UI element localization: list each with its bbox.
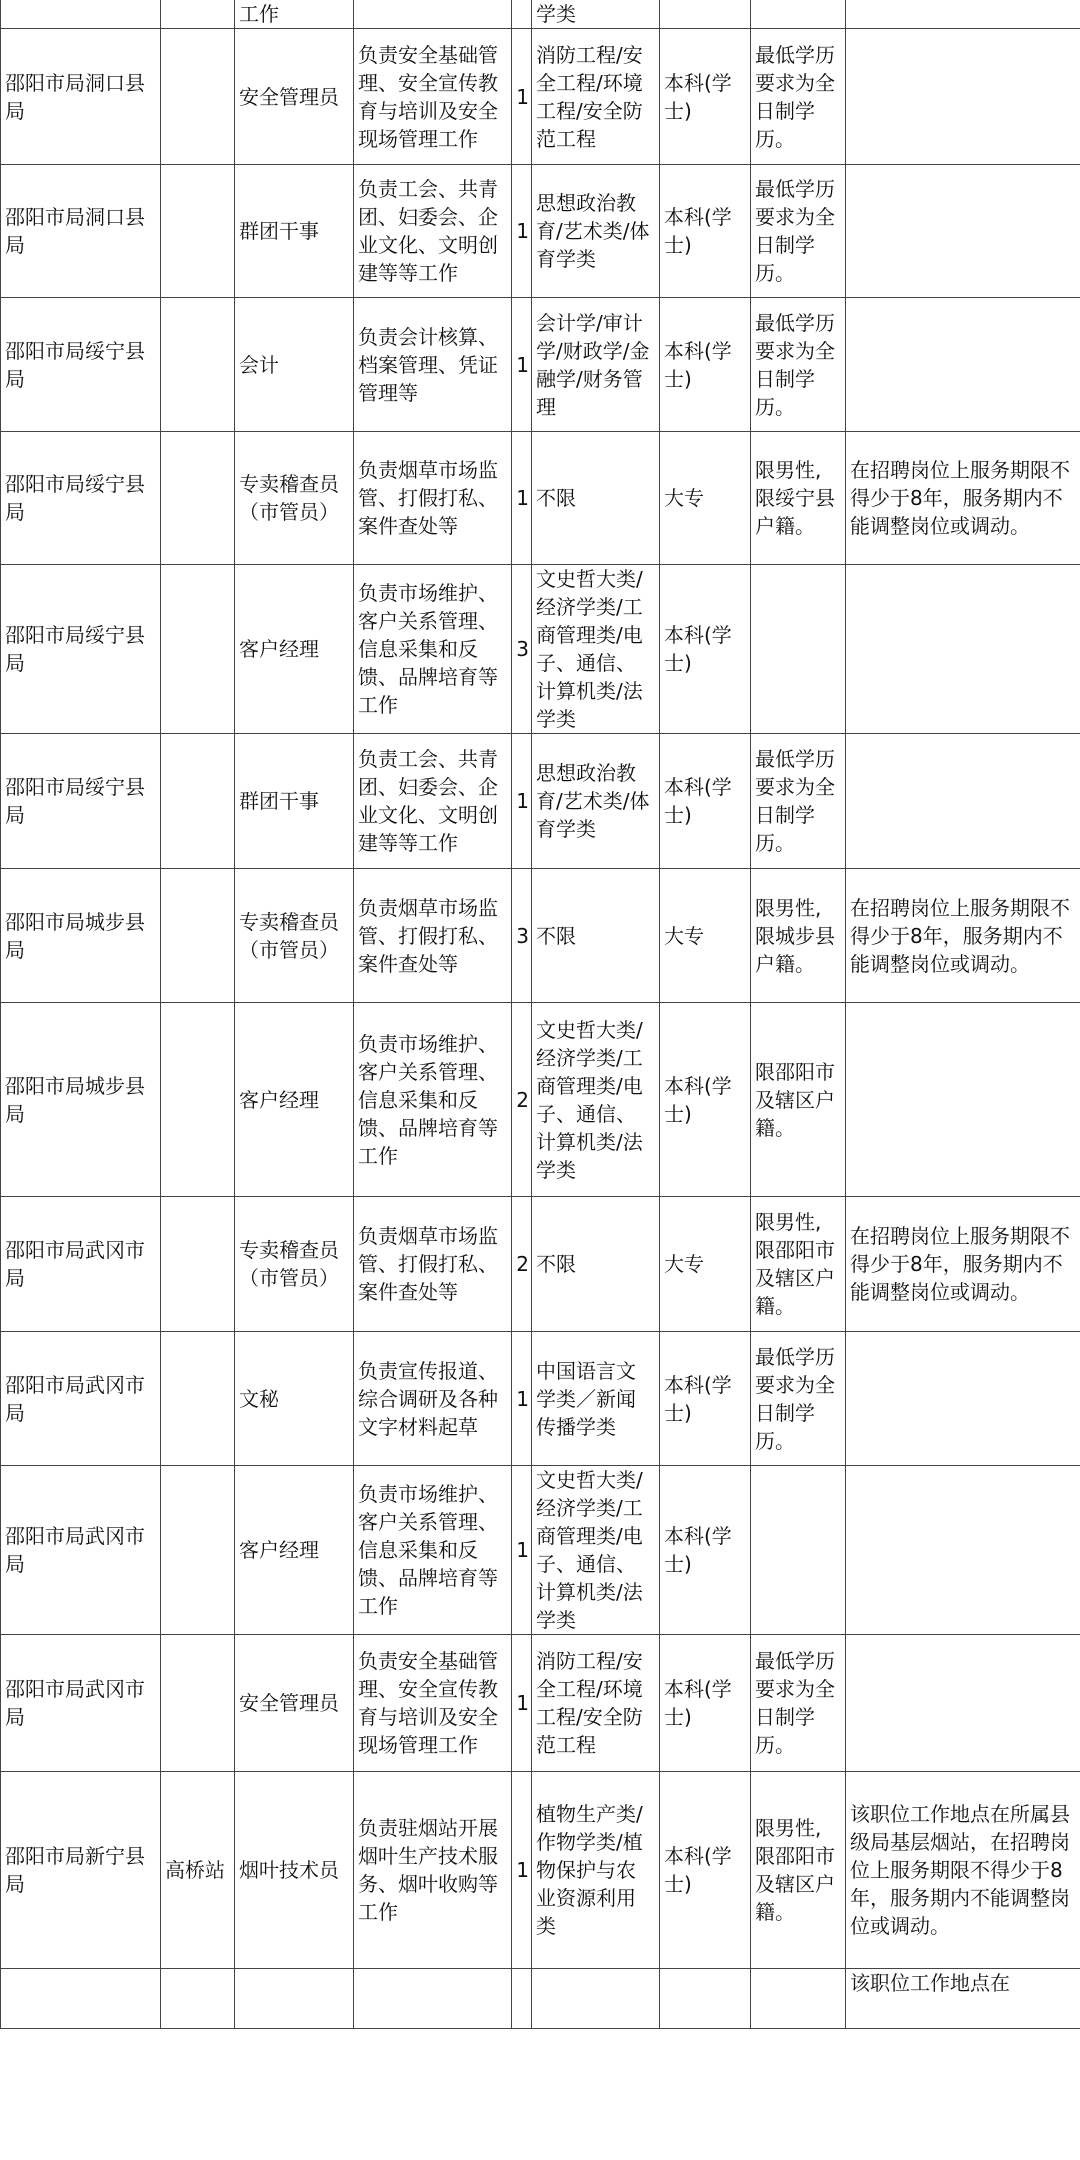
cell-education: 大专 bbox=[660, 1197, 751, 1332]
cell-major: 思想政治教育/艺术类/体育学类 bbox=[532, 165, 660, 298]
cell-major: 不限 bbox=[532, 432, 660, 565]
cell-major: 思想政治教育/艺术类/体育学类 bbox=[532, 734, 660, 869]
cell-count: 1 bbox=[512, 165, 532, 298]
cell-major: 消防工程/安全工程/环境工程/安全防范工程 bbox=[532, 29, 660, 165]
cell-count: 1 bbox=[512, 432, 532, 565]
table-row bbox=[1, 1466, 1080, 1635]
cell-education bbox=[660, 0, 751, 29]
cell-notes bbox=[846, 1466, 1080, 1635]
cell-station bbox=[161, 432, 235, 565]
cell-notes: 该职位工作地点在所属县级局基层烟站，在招聘岗位上服务期限不得少于8年，服务期内不能调整岗位或调动。 bbox=[846, 1772, 1080, 1969]
table-body bbox=[1, 0, 1080, 2029]
cell-unit: 邵阳市局城步县局 bbox=[1, 869, 161, 1003]
cell-unit: 邵阳市局武冈市局 bbox=[1, 1197, 161, 1332]
cell-requirement: 最低学历要求为全日制学历。 bbox=[751, 1635, 846, 1772]
table-row bbox=[1, 869, 1080, 1003]
cell-duties bbox=[354, 1969, 512, 2029]
table-row bbox=[1, 1332, 1080, 1466]
cell-unit: 邵阳市局绥宁县局 bbox=[1, 565, 161, 734]
cell-unit: 邵阳市局洞口县局 bbox=[1, 165, 161, 298]
cell-education: 本科(学士) bbox=[660, 298, 751, 432]
cell-unit bbox=[1, 1969, 161, 2029]
cell-post bbox=[235, 1969, 354, 2029]
cell-duties: 负责安全基础管理、安全宣传教育与培训及安全现场管理工作 bbox=[354, 29, 512, 165]
cell-post: 专卖稽查员（市管员） bbox=[235, 1197, 354, 1332]
cell-education: 本科(学士) bbox=[660, 1635, 751, 1772]
cell-requirement: 最低学历要求为全日制学历。 bbox=[751, 298, 846, 432]
cell-duties: 负责烟草市场监管、打假打私、案件查处等 bbox=[354, 869, 512, 1003]
cell-education: 本科(学士) bbox=[660, 565, 751, 734]
cell-unit: 邵阳市局洞口县局 bbox=[1, 29, 161, 165]
table-row bbox=[1, 734, 1080, 869]
cell-duties: 负责市场维护、客户关系管理、信息采集和反馈、品牌培育等工作 bbox=[354, 1003, 512, 1197]
cell-station bbox=[161, 1466, 235, 1635]
cell-count bbox=[512, 1969, 532, 2029]
cell-duties: 负责驻烟站开展烟叶生产技术服务、烟叶收购等工作 bbox=[354, 1772, 512, 1969]
cell-major: 消防工程/安全工程/环境工程/安全防范工程 bbox=[532, 1635, 660, 1772]
cell-count: 3 bbox=[512, 565, 532, 734]
cell-requirement: 限男性,限邵阳市及辖区户籍。 bbox=[751, 1772, 846, 1969]
cell-requirement bbox=[751, 1466, 846, 1635]
cell-education: 大专 bbox=[660, 869, 751, 1003]
cell-major: 文史哲大类/经济学类/工商管理类/电子、通信、计算机类/法学类 bbox=[532, 1003, 660, 1197]
cell-post: 群团干事 bbox=[235, 165, 354, 298]
cell-station: 高桥站 bbox=[161, 1772, 235, 1969]
table-row bbox=[1, 298, 1080, 432]
cell-duties: 负责工会、共青团、妇委会、企业文化、文明创建等等工作 bbox=[354, 734, 512, 869]
cell-unit: 邵阳市局武冈市局 bbox=[1, 1466, 161, 1635]
cell-major: 中国语言文学类／新闻传播学类 bbox=[532, 1332, 660, 1466]
cell-requirement: 最低学历要求为全日制学历。 bbox=[751, 734, 846, 869]
cell-post: 烟叶技术员 bbox=[235, 1772, 354, 1969]
cell-requirement: 限男性,限城步县户籍。 bbox=[751, 869, 846, 1003]
cell-count: 1 bbox=[512, 1635, 532, 1772]
cell-education: 本科(学士) bbox=[660, 1772, 751, 1969]
table-row bbox=[1, 1003, 1080, 1197]
cell-requirement: 最低学历要求为全日制学历。 bbox=[751, 165, 846, 298]
cell-count: 1 bbox=[512, 1332, 532, 1466]
cell-post: 专卖稽查员（市管员） bbox=[235, 869, 354, 1003]
cell-education: 大专 bbox=[660, 432, 751, 565]
cell-major: 会计学/审计学/财政学/金融学/财务管理 bbox=[532, 298, 660, 432]
cell-notes bbox=[846, 1635, 1080, 1772]
cell-station bbox=[161, 1332, 235, 1466]
cell-unit: 邵阳市局武冈市局 bbox=[1, 1332, 161, 1466]
cell-count: 1 bbox=[512, 734, 532, 869]
cell-duties: 负责宣传报道、综合调研及各种文字材料起草 bbox=[354, 1332, 512, 1466]
cell-requirement bbox=[751, 1969, 846, 2029]
cell-unit: 邵阳市局武冈市局 bbox=[1, 1635, 161, 1772]
cell-post: 文秘 bbox=[235, 1332, 354, 1466]
cell-duties: 负责安全基础管理、安全宣传教育与培训及安全现场管理工作 bbox=[354, 1635, 512, 1772]
cell-count: 1 bbox=[512, 29, 532, 165]
cell-duties: 负责市场维护、客户关系管理、信息采集和反馈、品牌培育等工作 bbox=[354, 1466, 512, 1635]
cell-unit: 邵阳市局新宁县局 bbox=[1, 1772, 161, 1969]
cell-duties: 负责市场维护、客户关系管理、信息采集和反馈、品牌培育等工作 bbox=[354, 565, 512, 734]
cell-major: 学类 bbox=[532, 0, 660, 29]
cell-post: 客户经理 bbox=[235, 1466, 354, 1635]
cell-duties bbox=[354, 0, 512, 29]
cell-requirement: 最低学历要求为全日制学历。 bbox=[751, 1332, 846, 1466]
table-row bbox=[1, 1772, 1080, 1969]
cell-notes bbox=[846, 298, 1080, 432]
cell-post: 客户经理 bbox=[235, 565, 354, 734]
cell-major: 植物生产类/作物学类/植物保护与农业资源利用类 bbox=[532, 1772, 660, 1969]
table-row bbox=[1, 1635, 1080, 1772]
cell-count: 1 bbox=[512, 1466, 532, 1635]
cell-unit: 邵阳市局绥宁县局 bbox=[1, 298, 161, 432]
cell-duties: 负责烟草市场监管、打假打私、案件查处等 bbox=[354, 432, 512, 565]
cell-duties: 负责工会、共青团、妇委会、企业文化、文明创建等等工作 bbox=[354, 165, 512, 298]
cell-education bbox=[660, 1969, 751, 2029]
cell-education: 本科(学士) bbox=[660, 29, 751, 165]
cell-requirement: 限男性,限邵阳市及辖区户籍。 bbox=[751, 1197, 846, 1332]
cell-post: 群团干事 bbox=[235, 734, 354, 869]
cell-station bbox=[161, 734, 235, 869]
cell-station bbox=[161, 869, 235, 1003]
cell-major: 文史哲大类/经济学类/工商管理类/电子、通信、计算机类/法学类 bbox=[532, 1466, 660, 1635]
table-row bbox=[1, 1969, 1080, 2029]
table-row bbox=[1, 432, 1080, 565]
cell-station bbox=[161, 1635, 235, 1772]
cell-station bbox=[161, 298, 235, 432]
cell-education: 本科(学士) bbox=[660, 1466, 751, 1635]
cell-count: 1 bbox=[512, 298, 532, 432]
cell-station bbox=[161, 0, 235, 29]
cell-notes: 在招聘岗位上服务期限不得少于8年，服务期内不能调整岗位或调动。 bbox=[846, 869, 1080, 1003]
table-row bbox=[1, 1197, 1080, 1332]
cell-education: 本科(学士) bbox=[660, 734, 751, 869]
table-row bbox=[1, 165, 1080, 298]
cell-post: 客户经理 bbox=[235, 1003, 354, 1197]
cell-major: 文史哲大类/经济学类/工商管理类/电子、通信、计算机类/法学类 bbox=[532, 565, 660, 734]
cell-station bbox=[161, 565, 235, 734]
cell-notes: 在招聘岗位上服务期限不得少于8年，服务期内不能调整岗位或调动。 bbox=[846, 432, 1080, 565]
cell-post: 会计 bbox=[235, 298, 354, 432]
cell-notes bbox=[846, 1332, 1080, 1466]
cell-post: 工作 bbox=[235, 0, 354, 29]
cell-requirement: 最低学历要求为全日制学历。 bbox=[751, 29, 846, 165]
cell-education: 本科(学士) bbox=[660, 165, 751, 298]
cell-station bbox=[161, 29, 235, 165]
cell-notes bbox=[846, 165, 1080, 298]
cell-notes bbox=[846, 734, 1080, 869]
cell-station bbox=[161, 1969, 235, 2029]
cell-notes: 该职位工作地点在 bbox=[846, 1969, 1080, 2029]
cell-education: 本科(学士) bbox=[660, 1003, 751, 1197]
cell-unit: 邵阳市局城步县局 bbox=[1, 1003, 161, 1197]
table-row bbox=[1, 29, 1080, 165]
cell-education: 本科(学士) bbox=[660, 1332, 751, 1466]
cell-count: 3 bbox=[512, 869, 532, 1003]
cell-station bbox=[161, 1003, 235, 1197]
cell-post: 专卖稽查员（市管员） bbox=[235, 432, 354, 565]
cell-major bbox=[532, 1969, 660, 2029]
table-row bbox=[1, 565, 1080, 734]
cell-station bbox=[161, 1197, 235, 1332]
cell-post: 安全管理员 bbox=[235, 29, 354, 165]
cell-requirement bbox=[751, 0, 846, 29]
cell-notes bbox=[846, 565, 1080, 734]
cell-unit bbox=[1, 0, 161, 29]
cell-unit: 邵阳市局绥宁县局 bbox=[1, 734, 161, 869]
cell-notes: 在招聘岗位上服务期限不得少于8年，服务期内不能调整岗位或调动。 bbox=[846, 1197, 1080, 1332]
cell-notes bbox=[846, 29, 1080, 165]
cell-requirement bbox=[751, 565, 846, 734]
cell-notes bbox=[846, 0, 1080, 29]
cell-post: 安全管理员 bbox=[235, 1635, 354, 1772]
cell-unit: 邵阳市局绥宁县局 bbox=[1, 432, 161, 565]
cell-notes bbox=[846, 1003, 1080, 1197]
table-row bbox=[1, 0, 1080, 29]
cell-requirement: 限男性,限绥宁县户籍。 bbox=[751, 432, 846, 565]
cell-count: 2 bbox=[512, 1003, 532, 1197]
cell-duties: 负责会计核算、档案管理、凭证管理等 bbox=[354, 298, 512, 432]
cell-station bbox=[161, 165, 235, 298]
cell-count: 2 bbox=[512, 1197, 532, 1332]
cell-major: 不限 bbox=[532, 1197, 660, 1332]
cell-duties: 负责烟草市场监管、打假打私、案件查处等 bbox=[354, 1197, 512, 1332]
cell-major: 不限 bbox=[532, 869, 660, 1003]
cell-count: 1 bbox=[512, 1772, 532, 1969]
cell-count bbox=[512, 0, 532, 29]
cell-requirement: 限邵阳市及辖区户籍。 bbox=[751, 1003, 846, 1197]
